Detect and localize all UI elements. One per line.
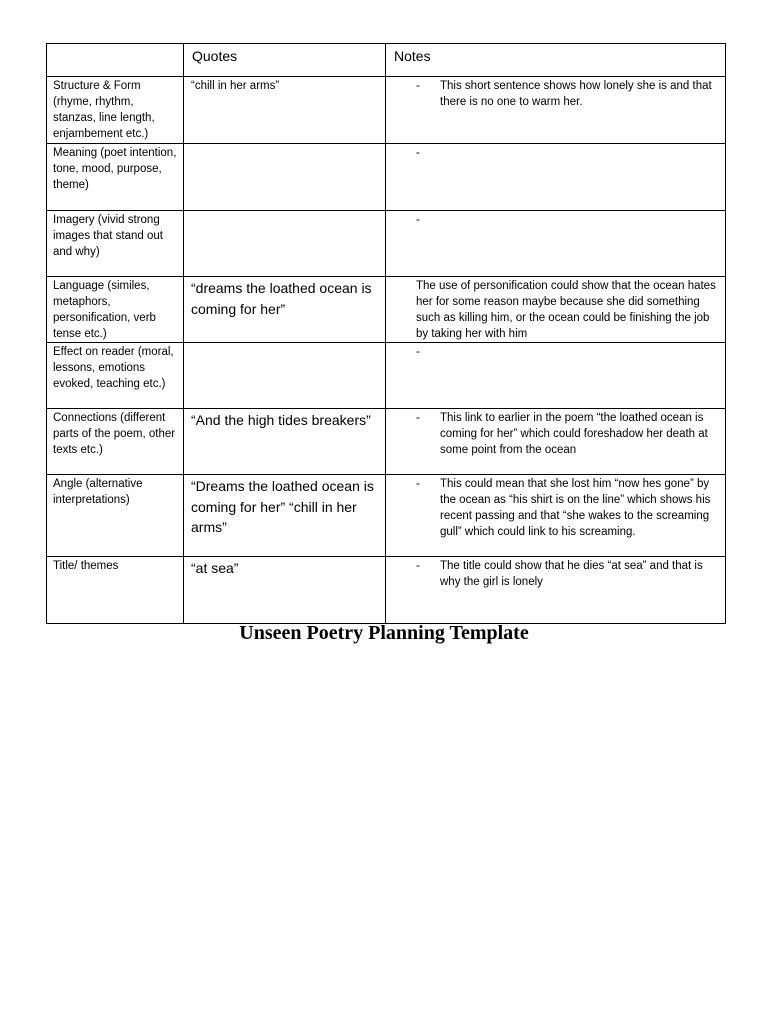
- table-row: [47, 475, 726, 557]
- table-row: [47, 211, 726, 277]
- row-quote: “at sea”: [184, 557, 386, 624]
- row-notes: [386, 144, 726, 211]
- row-category: Angle (alternative interpretations): [47, 475, 184, 557]
- note-text: The title could show that he dies “at sea” and that is why the girl is lonely: [440, 560, 703, 588]
- note-text: [440, 145, 717, 161]
- note-dash: -: [416, 80, 420, 92]
- row-quote: [184, 144, 386, 211]
- table-row: [47, 77, 726, 144]
- note-dash: -: [416, 560, 420, 572]
- note-text: [440, 212, 717, 228]
- table-row: [47, 277, 726, 343]
- row-category: Imagery (vivid strong images that stand out and why): [47, 211, 184, 277]
- row-category: Structure & Form (rhyme, rhythm, stanzas, line length, enjambement etc.): [47, 77, 184, 144]
- row-category: Title/ themes: [47, 557, 184, 624]
- note-dash: -: [416, 346, 420, 358]
- row-category: Language (similes, metaphors, personification, verb tense etc.): [47, 277, 184, 343]
- note-text: This link to earlier in the poem “the loathed ocean is coming for her” which could foreshadow her death at some point from the ocean: [440, 412, 708, 456]
- header-quotes: Quotes: [184, 44, 386, 77]
- row-quote: “chill in her arms”: [184, 77, 386, 144]
- row-quote: “And the high tides breakers”: [184, 409, 386, 475]
- note-dash: -: [416, 478, 420, 490]
- note-text: The use of personification could show that the ocean hates her for some reason maybe because she did something such as killing him, or the ocean could be finishing the job by taking her with him: [416, 280, 716, 340]
- row-notes: [386, 77, 726, 144]
- note-text: This could mean that she lost him “now hes gone” by the ocean as “his shirt is on the line” which shows his recent passing and that “she wakes to the screaming gull” which could link to his screaming.: [440, 478, 711, 538]
- row-quote: “Dreams the loathed ocean is coming for her” “chill in her arms”: [184, 475, 386, 557]
- row-notes: [386, 475, 726, 557]
- row-notes: [386, 409, 726, 475]
- table-row: [47, 343, 726, 409]
- table-row: [47, 144, 726, 211]
- row-quote: [184, 211, 386, 277]
- note-text: This short sentence shows how lonely she is and that there is no one to warm her.: [440, 80, 712, 108]
- table-header-row: [47, 44, 726, 77]
- table-row: [47, 409, 726, 475]
- row-quote: “dreams the loathed ocean is coming for her”: [184, 277, 386, 343]
- row-notes: [386, 557, 726, 624]
- note-dash: -: [416, 214, 420, 226]
- row-notes: [386, 277, 726, 343]
- row-category: Meaning (poet intention, tone, mood, purpose, theme): [47, 144, 184, 211]
- note-dash: -: [416, 412, 420, 424]
- note-dash: -: [416, 147, 420, 159]
- document-title: Unseen Poetry Planning Template: [239, 622, 529, 644]
- table-row: [47, 557, 726, 624]
- row-notes: [386, 211, 726, 277]
- row-category: Effect on reader (moral, lessons, emotions evoked, teaching etc.): [47, 343, 184, 409]
- row-quote: [184, 343, 386, 409]
- header-blank-cell: [47, 44, 184, 77]
- row-category: Connections (different parts of the poem, other texts etc.): [47, 409, 184, 475]
- planning-table: [46, 43, 726, 624]
- note-text: [440, 344, 717, 360]
- row-notes: [386, 343, 726, 409]
- header-notes: Notes: [386, 44, 726, 77]
